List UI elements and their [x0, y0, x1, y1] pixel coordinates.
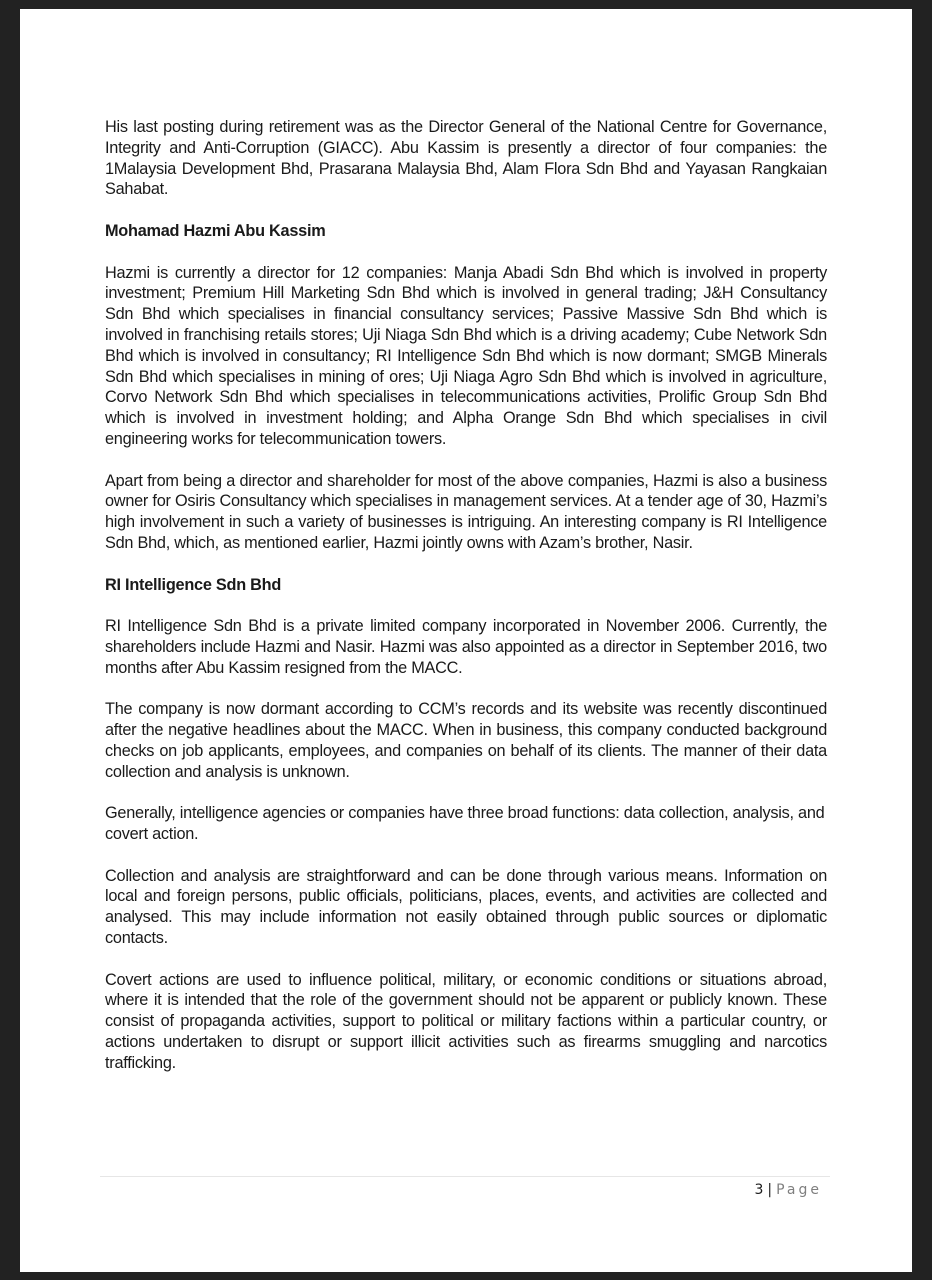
paragraph-giacc: His last posting during retirement was as the Director General of the National Centre for Governance, Integrity and Anti-Corruption (GIACC). Abu Kassim is presently a director of four companies: the 1Malaysia Development Bhd, Prasarana Malaysia Bhd, Alam Flora Sdn Bhd and Yayasan Rangkaian Sahabat.: [105, 118, 827, 199]
page-body: [105, 117, 827, 1094]
document-page: [20, 9, 912, 1272]
paragraph-ri-incorporation: RI Intelligence Sdn Bhd is a private limited company incorporated in November 2006. Currently, the shareholders include Hazmi and Nasir. Hazmi was also appointed as a director in September 2016, two months after Abu Kassim resigned from the MACC.: [105, 617, 827, 677]
paragraph-collection-analysis: Collection and analysis are straightforward and can be done through various means. Information on local and foreign persons, public officials, politicians, places, events, and activities are collected and analysed. This may include information not easily obtained through public sources or diplomatic contacts.: [105, 866, 827, 948]
paragraph-ri-dormant: The company is now dormant according to CCM’s records and its website was recently discontinued after the negative headlines about the MACC. When in business, this company conducted background checks on job applicants, employees, and companies on behalf of its clients. The manner of their data collection and analysis is unknown.: [105, 700, 827, 781]
section-heading-hazmi: Mohamad Hazmi Abu Kassim: [105, 221, 326, 240]
page-footer: [754, 1181, 822, 1199]
page-label: Page: [776, 1182, 822, 1198]
section-heading-ri-intelligence: RI Intelligence Sdn Bhd: [105, 575, 282, 594]
footer-separator: |: [767, 1182, 773, 1198]
paragraph-intelligence-functions: Generally, intelligence agencies or companies have three broad functions: data collection, analysis, and covert action.: [105, 804, 825, 844]
paragraph-hazmi-osiris: Apart from being a director and shareholder for most of the above companies, Hazmi is also a business owner for Osiris Consultancy which specialises in management services. At a tender age of 30, Hazmi’s high involvement in such a variety of businesses is intriguing. An interesting company is RI Intelligence Sdn Bhd, which, as mentioned earlier, Hazmi jointly owns with Azam’s brother, Nasir.: [105, 471, 827, 552]
paragraph-hazmi-companies: Hazmi is currently a director for 12 companies: Manja Abadi Sdn Bhd which is involved in property investment; Premium Hill Marketing Sdn Bhd which is involved in general trading; J&H Consultancy Sdn Bhd which specialises in financial consultancy services; Passive Massive Sdn Bhd which is involved in franchising retails stores; Uji Niaga Sdn Bhd which is a driving academy; Cube Network Sdn Bhd which is involved in consultancy; RI Intelligence Sdn Bhd which is now dormant; SMGB Minerals Sdn Bhd which specialises in mining of ores; Uji Niaga Agro Sdn Bhd which is involved in agriculture, Corvo Network Sdn Bhd which specialises in telecommunications activities, Prolific Group Sdn Bhd which is involved in investment holding; and Alpha Orange Sdn Bhd which specialises in civil engineering works for telecommunication towers.: [105, 263, 827, 448]
page-number: 3: [754, 1182, 764, 1198]
footer-divider: [100, 1176, 830, 1177]
paragraph-covert-actions: Covert actions are used to influence political, military, or economic conditions or situations abroad, where it is intended that the role of the government should not be apparent or publicly known. These consist of propaganda activities, support to political or military factions within a particular country, or actions undertaken to disrupt or support illicit activities such as firearms smuggling and narcotics trafficking.: [105, 970, 827, 1072]
